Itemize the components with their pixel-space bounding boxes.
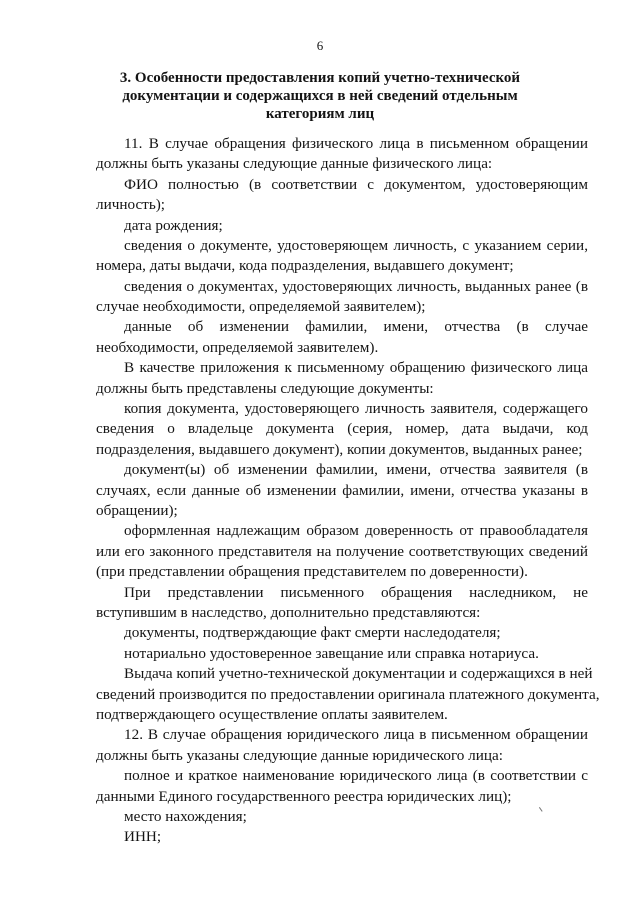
text-line: 12. В случае обращения юридического лица в письменном обращении — [124, 726, 588, 743]
text-line: дата рождения; — [124, 217, 223, 234]
text-line: обращении); — [96, 502, 178, 519]
text-line: документ(ы) об изменении фамилии, имени, отчества заявителя (в — [124, 461, 588, 478]
text-line: В качестве приложения к письменному обращению физического лица — [124, 359, 588, 376]
text-line: полное и краткое наименование юридического лица (в соответствии с — [124, 767, 588, 784]
text-line: данными Единого государственного реестра юридических лиц); — [96, 788, 512, 805]
text-line: При представлении письменного обращения наследником, не — [124, 584, 588, 601]
text-line: личность); — [96, 196, 166, 213]
section-heading — [95, 69, 545, 123]
text-line: вступившим в наследство, дополнительно представляются: — [96, 604, 481, 621]
text-line: нотариально удостоверенное завещание или справка нотариуса. — [124, 645, 539, 662]
text-line: сведения о документе, удостоверяющем личность, с указанием серии, — [124, 237, 588, 254]
text-line: сведений производится по предоставлении оригинала платежного документа, — [96, 686, 600, 703]
heading-line: 3. Особенности предоставления копий учетно-технической — [119, 70, 521, 86]
text-line: ФИО полностью (в соответствии с документом, удостоверяющим — [124, 176, 588, 193]
text-line: копия документа, удостоверяющего личность заявителя, содержащего — [124, 400, 588, 417]
text-line: данные об изменении фамилии, имени, отчества (в случае — [124, 318, 588, 335]
text-line: должны быть представлены следующие документы: — [96, 380, 434, 397]
text-line: номера, даты выдачи, кода подразделения, выдавшего документ; — [96, 257, 514, 274]
text-line: случае необходимости, определяемой заявителем); — [96, 298, 426, 315]
text-line: необходимости, определяемой заявителем). — [96, 339, 379, 356]
heading-line: документации и содержащихся в ней сведений отдельным — [122, 88, 518, 104]
text-line: (при представлении обращения представителем по доверенности). — [96, 563, 528, 580]
text-line: должны быть указаны следующие данные физического лица: — [96, 155, 493, 172]
text-line: подразделения, выдавшего документ), копии документов, выданных ранее; — [96, 441, 583, 458]
text-line: 11. В случае обращения физического лица в письменном обращении — [124, 135, 588, 152]
text-line: Выдача копий учетно-технической документации и содержащихся в ней — [124, 665, 593, 682]
heading-line: категориям лиц — [265, 106, 375, 122]
text-line: сведения о документах, удостоверяющих личность, выданных ранее (в — [124, 278, 588, 295]
text-line: сведения о владельце документа (серия, номер, дата выдачи, код — [96, 420, 588, 437]
text-line: ИНН; — [124, 828, 162, 845]
text-line: подтверждающего осуществление оплаты заявителем. — [96, 706, 448, 723]
text-line: документы, подтверждающие факт смерти наследодателя; — [124, 624, 501, 641]
text-line: случаях, если данные об изменении фамилии, имени, отчества указаны в — [96, 482, 588, 499]
text-line: оформленная надлежащим образом доверенность от правообладателя — [124, 522, 588, 539]
page-number: 6 — [316, 38, 324, 53]
text-line: место нахождения; — [124, 808, 247, 825]
text-line: должны быть указаны следующие данные юридического лица: — [96, 747, 503, 764]
text-line: или его законного представителя на получение соответствующих сведений — [96, 543, 588, 560]
